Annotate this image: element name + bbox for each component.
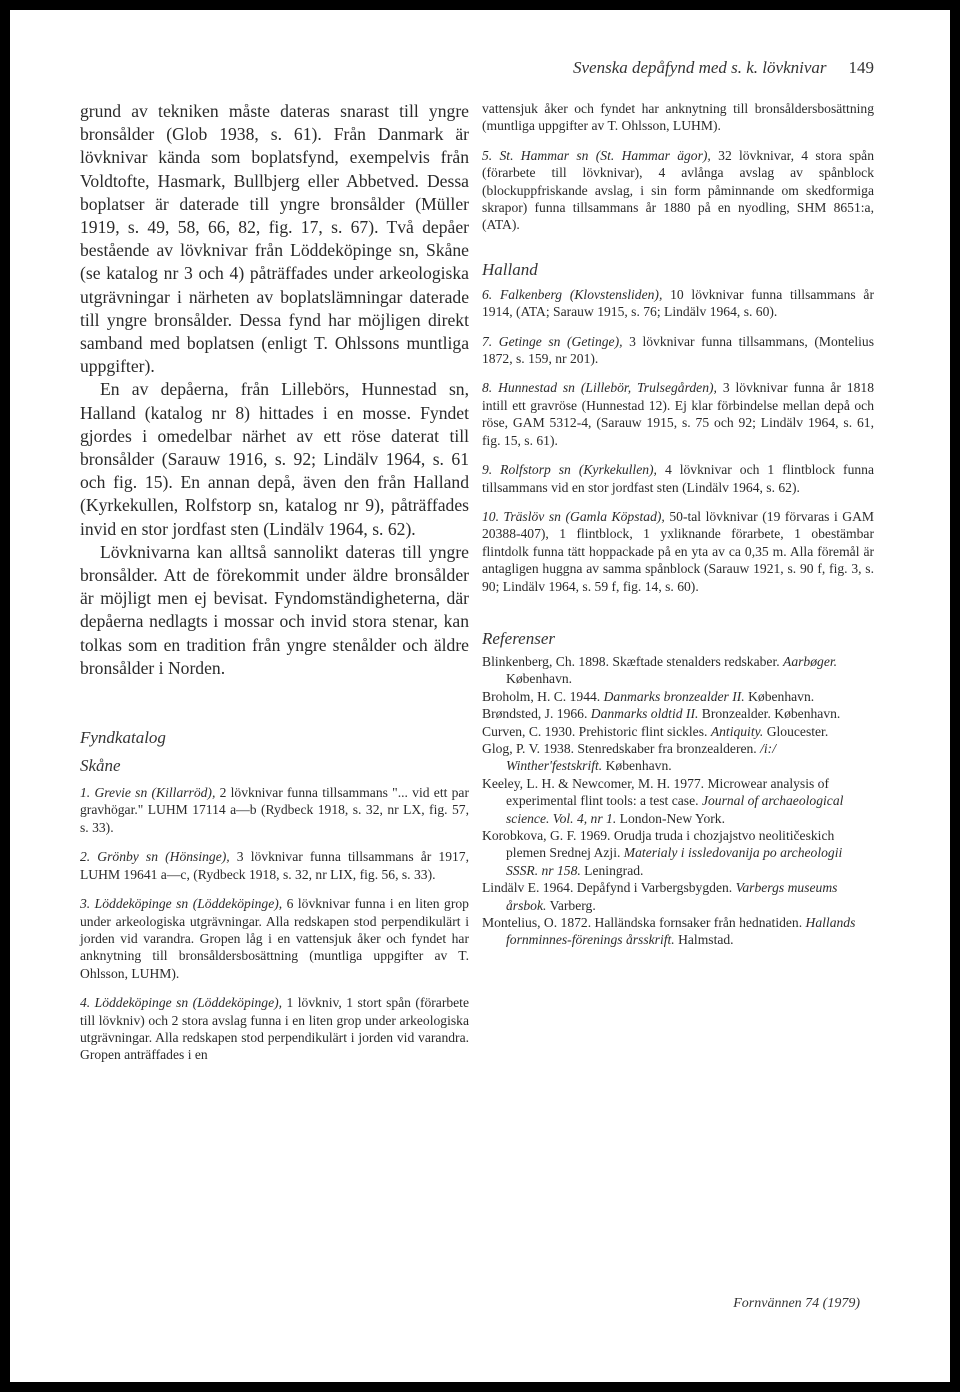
- running-title: Svenska depåfynd med s. k. lövknivar: [573, 58, 827, 77]
- region-heading-skane: Skåne: [80, 756, 121, 776]
- catalog-entry: [482, 461, 874, 496]
- reference-item: Curven, C. 1930. Prehistoric flint sickles. Antiquity. Gloucester.: [482, 723, 829, 739]
- reference-item: Montelius, O. 1872. Halländska fornsaker från hednatiden. Hallands fornminnes-förenings årsskrift. Halmstad.: [482, 915, 856, 948]
- reference-item: Glog, P. V. 1938. Stenredskaber fra bronzealderen. /i:/ Winther'festskrift. København.: [482, 740, 776, 774]
- paragraph: grund av tekniken måste dateras snarast till yngre bronsålder (Glob 1938, s. 61). Från Danmark är lövknivar kända som boplatsfynd, exempelvis från Voldtofte, Hasmark, Bullbjerg eller Abbetved. Dessa boplatser är daterade till yngre bronsålder (Müller 1919, s. 49, 58, 66, 82, fig. 17, s. 67). Två depåer bestående av lövknivar från Löddeköpinge sn, Skåne (se katalog nr 3 och 4) påträffades under arkeologiska utgrävningar i närheten av boplatslämningar daterade till yngre bronsålder. Dessa fynd har möjligen direkt samband med boplatsen (enligt T. Ohlssons muntliga uppgifter).: [80, 101, 469, 377]
- references-list: [482, 653, 874, 949]
- catalog-entry: [80, 895, 469, 982]
- reference-item: Korobkova, G. F. 1969. Orudja truda i chozjajstvo neolitičeskich plemen Srednej Azji. Materialy i issledovanija po archeologii SSSR. nr 158. Leningrad.: [482, 828, 843, 878]
- reference-item: Brøndsted, J. 1966. Danmarks oldtid II. Bronzealder. København.: [482, 706, 841, 722]
- entry-text: 3 lövknivar funna år 1818 intill ett gravröse (Hunnestad 12). Ej klar förbindelse mellan depå och röse, GAM 5312-4, (Sarauw 1915, s. 75 och 92; Lindälv 1964, s. 61, fig. 15, s. 61).: [482, 380, 874, 448]
- entry-text: 1 lövkniv, 1 stort spån (förarbete till lövkniv) och 2 stora avslag funna i en liten grop under arkeologiska utgrävningar. Alla redskapen stod perpendikulärt i jorden vid varandra. Gropen anträffades i en: [80, 995, 469, 1063]
- catalog-entry: [482, 286, 874, 321]
- catalog-entry-continuation: vattensjuk åker och fyndet har anknytning till bronsåldersbosättning (muntliga uppgifter av T. Ohlsson, LUHM).: [482, 101, 874, 134]
- entry-text: 3 lövknivar funna tillsammans år 1917, LUHM 19641 a—c, (Rydbeck 1918, s. 32, nr LIX, fig. 56, s. 33).: [80, 849, 469, 882]
- references-heading: Referenser: [482, 628, 556, 648]
- left-column: [80, 100, 469, 1076]
- entry-label: 4. Löddeköpinge sn (Löddeköpinge),: [80, 995, 283, 1011]
- reference-item: Broholm, H. C. 1944. Danmarks bronzealder II. København.: [482, 688, 815, 704]
- reference-item: Keeley, L. H. & Newcomer, M. H. 1977. Microwear analysis of experimental flint tools: a test case. Journal of archaeological science. Vol. 4, nr 1. London-New York.: [482, 775, 844, 826]
- catalog-entry: [80, 784, 469, 836]
- reference-item: Lindälv E. 1964. Depåfynd i Varbergsbygden. Varbergs museums årsbok. Varberg.: [482, 880, 838, 913]
- catalog-heading: Fyndkatalog: [80, 728, 166, 748]
- paragraph: En av depåerna, från Lillebörs, Hunnestad sn, Halland (katalog nr 8) hittades i en mosse. Fyndet gjordes i omedelbar närhet av ett röse daterat till bronsålder (Sarauw 1916, s. 92; Lindälv 1964, s. 61 och fig. 15). En annan depå, även den från Halland (Kyrkekullen, Rolfstorp sn, katalog nr 9), påträffades invid en stor jordfast sten (Lindälv 1964, s. 62).: [80, 379, 469, 539]
- journal-footer: Fornvännen 74 (1979): [733, 1296, 860, 1311]
- entry-label: 8. Hunnestad sn (Lillebör, Trulsegården),: [482, 380, 717, 396]
- page: [10, 10, 950, 1382]
- catalog-entry: [482, 333, 874, 368]
- catalog-entry: [482, 508, 874, 595]
- paragraph: Lövknivarna kan alltså sannolikt dateras till yngre bronsålder. Att de förekommit under äldre bronsålder är möjligt men ej bevisat. Fyndomständigheterna, där depåerna nedlagts i mossar och invid stora stenar, kan tolkas som en tradition från yngre stenålder och äldre bronsålder i Norden.: [80, 541, 469, 678]
- catalog-entry: [80, 994, 469, 1064]
- entry-text: 6 lövknivar funna i en liten grop under arkeologiska utgrävningar. Alla redskapen stod perpendikulärt i jorden vid varandra. Gropen låg i en vattensjuk åker och fyndet har anknytning till bronsåldersbosättning (muntliga uppgifter av T. Ohlsson, LUHM).: [80, 896, 469, 981]
- entry-text: 3 lövknivar funna tillsammans, (Montelius 1872, s. 159, nr 201).: [482, 333, 874, 367]
- entry-text: 2 lövknivar funna tillsammans "... vid ett par gravhögar." LUHM 17114 a—b (Rydbeck 1918, s. 32, nr LX, fig. 57, s. 33).: [80, 785, 469, 835]
- reference-item: Blinkenberg, Ch. 1898. Skæftade stenalders redskaber. Aarbøger. København.: [482, 653, 838, 687]
- entry-label: 5. St. Hammar sn (St. Hammar ägor),: [482, 147, 711, 163]
- page-number: 149: [848, 58, 874, 77]
- entry-label: 10. Träslöv sn (Gamla Köpstad),: [482, 508, 665, 524]
- entry-label: 2. Grönby sn (Hönsinge),: [80, 849, 230, 865]
- running-header: [10, 58, 874, 78]
- entry-label: 9. Rolfstorp sn (Kyrkekullen),: [482, 462, 657, 478]
- catalog-entry: [80, 848, 469, 883]
- body-text: [80, 100, 469, 680]
- right-column: [482, 100, 874, 949]
- catalog-entry: [482, 147, 874, 234]
- region-heading-halland: Halland: [482, 259, 538, 279]
- entry-text: 4 lövknivar och 1 flintblock funna tillsammans vid en stor jordfast sten (Lindälv 1964, s. 62).: [482, 462, 874, 495]
- entry-label: 1. Grevie sn (Killarröd),: [80, 785, 216, 801]
- entry-label: 3. Löddeköpinge sn (Löddeköpinge),: [80, 896, 283, 912]
- entry-label: 6. Falkenberg (Klovstensliden),: [482, 286, 663, 302]
- entry-text: 50-tal lövknivar (19 förvaras i GAM 20388-407), 1 flintblock, 1 yxliknande förarbete, 1 obestämbar flintdolk funna tätt hoppackade på en yta av ca 0,35 m. Alla föremål är antagligen huggna av samma spånblock (Sarauw 1921, s. 90 f, fig. 3, s. 90; Lindälv 1964, s. 59 f, fig. 14, s. 60).: [482, 508, 875, 594]
- entry-text: 10 lövknivar funna tillsammans år 1914, (ATA; Sarauw 1915, s. 76; Lindälv 1964, s. 60).: [482, 286, 874, 320]
- catalog-entry: [482, 379, 874, 449]
- entry-label: 7. Getinge sn (Getinge),: [482, 333, 623, 349]
- entry-text: 32 lövknivar, 4 stora spån (förarbete till lövknivar), 4 avlånga avslag av spånblock (blockuppfriskande avslag, i sin form påminnande om skedformiga skrapor) funna tillsammans år 1880 på en nyodling, SHM 8651:a, (ATA).: [482, 147, 875, 233]
